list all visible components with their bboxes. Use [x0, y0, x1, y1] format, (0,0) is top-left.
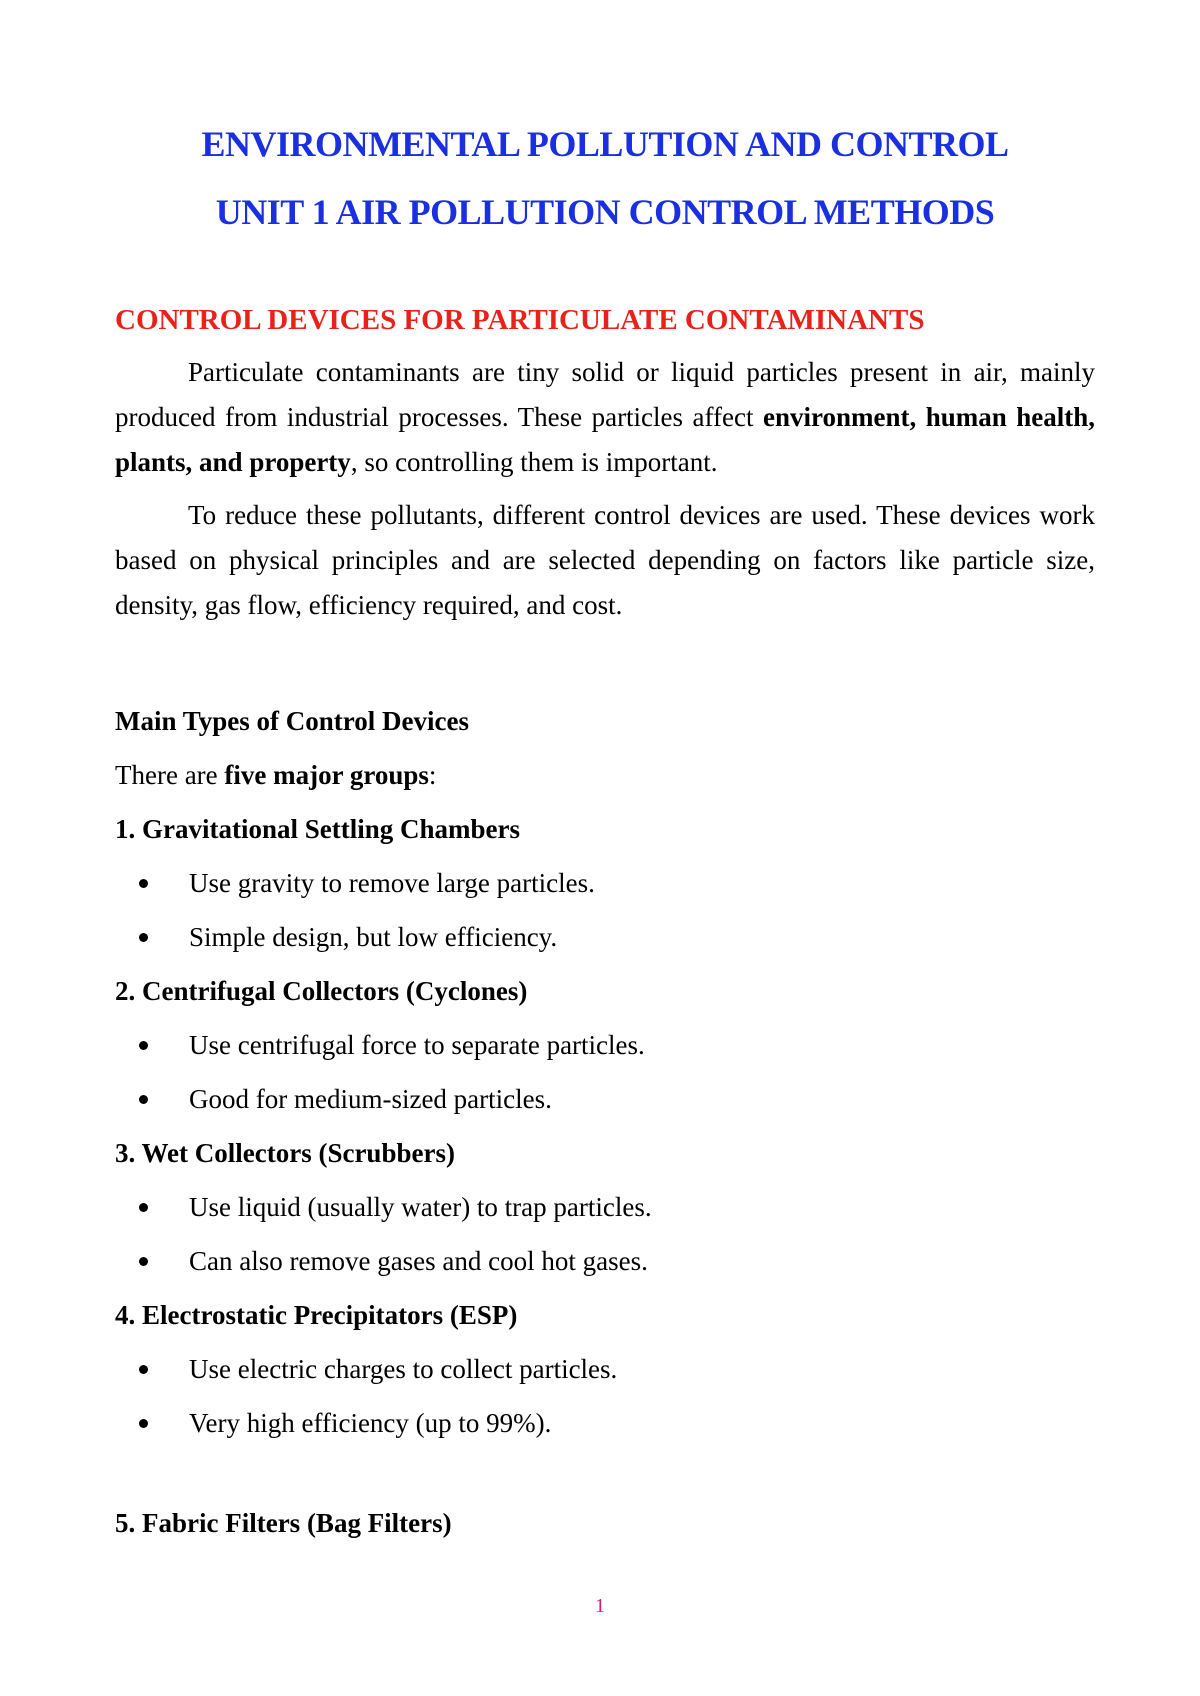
- para1-bold-text: environment, human health, plants, and property: [115, 402, 1095, 477]
- groups-intro-start: There are: [115, 760, 225, 790]
- device-group-2: [115, 966, 1095, 1124]
- group-title: 2. Centrifugal Collectors (Cyclones): [115, 976, 528, 1006]
- bullet-list: [115, 1020, 1095, 1124]
- intro-paragraph-1: [115, 350, 1095, 485]
- bullet-item: [115, 1074, 1095, 1124]
- bullet-icon: [139, 1041, 148, 1050]
- page-content: [115, 110, 1095, 1548]
- intro-paragraph-2: To reduce these pollutants, different control devices are used. These devices work based on physical principles and are selected depending on factors like particle size, density, gas flow, efficiency required, and cost.: [115, 500, 1095, 620]
- bullet-icon: [139, 1203, 148, 1212]
- bullet-list: [115, 858, 1095, 962]
- bullet-item: [115, 1344, 1095, 1394]
- device-group-5: [115, 1498, 1095, 1548]
- device-group-4: [115, 1290, 1095, 1448]
- bullet-icon: [139, 933, 148, 942]
- bullet-text: Good for medium-sized particles.: [189, 1084, 552, 1114]
- bullet-text: Use electric charges to collect particles.: [189, 1354, 618, 1384]
- groups-intro-line: [115, 750, 1095, 800]
- document-title-line-1: ENVIRONMENTAL POLLUTION AND CONTROL: [201, 124, 1009, 164]
- para1-text-end: , so controlling them is important.: [350, 447, 718, 477]
- bullet-text: Simple design, but low efficiency.: [189, 922, 558, 952]
- para1-text-start: Particulate contaminants are tiny solid or liquid particles present in air, mainly produced from industrial processes. These particles affect: [115, 357, 1095, 432]
- bullet-list: [115, 1182, 1095, 1286]
- bullet-icon: [139, 1365, 148, 1374]
- group-title: 3. Wet Collectors (Scrubbers): [115, 1138, 455, 1168]
- bullet-text: Use centrifugal force to separate particles.: [189, 1030, 645, 1060]
- bullet-item: [115, 912, 1095, 962]
- bullet-list: [115, 1344, 1095, 1448]
- bullet-item: [115, 1398, 1095, 1448]
- groups-intro-bold: five major groups: [224, 760, 429, 790]
- group-title: 5. Fabric Filters (Bag Filters): [115, 1508, 452, 1538]
- bullet-icon: [139, 1419, 148, 1428]
- bullet-text: Can also remove gases and cool hot gases.: [189, 1246, 648, 1276]
- bullet-item: [115, 1020, 1095, 1070]
- bullet-item: [115, 1182, 1095, 1232]
- bullet-item: [115, 1236, 1095, 1286]
- group-title: 1. Gravitational Settling Chambers: [115, 814, 520, 844]
- bullet-icon: [139, 879, 148, 888]
- group-title: 4. Electrostatic Precipitators (ESP): [115, 1300, 518, 1330]
- page-number: 1: [595, 1595, 605, 1617]
- types-heading: Main Types of Control Devices: [115, 706, 469, 736]
- device-group-3: [115, 1128, 1095, 1286]
- document-title-line-2: UNIT 1 AIR POLLUTION CONTROL METHODS: [215, 192, 995, 232]
- bullet-text: Use gravity to remove large particles.: [189, 868, 595, 898]
- bullet-icon: [139, 1095, 148, 1104]
- section-heading: CONTROL DEVICES FOR PARTICULATE CONTAMINANTS: [115, 304, 925, 336]
- bullet-icon: [139, 1257, 148, 1266]
- bullet-text: Very high efficiency (up to 99%).: [189, 1408, 552, 1438]
- groups-intro-end: :: [428, 760, 437, 790]
- bullet-text: Use liquid (usually water) to trap particles.: [189, 1192, 652, 1222]
- device-group-1: [115, 804, 1095, 962]
- bullet-item: [115, 858, 1095, 908]
